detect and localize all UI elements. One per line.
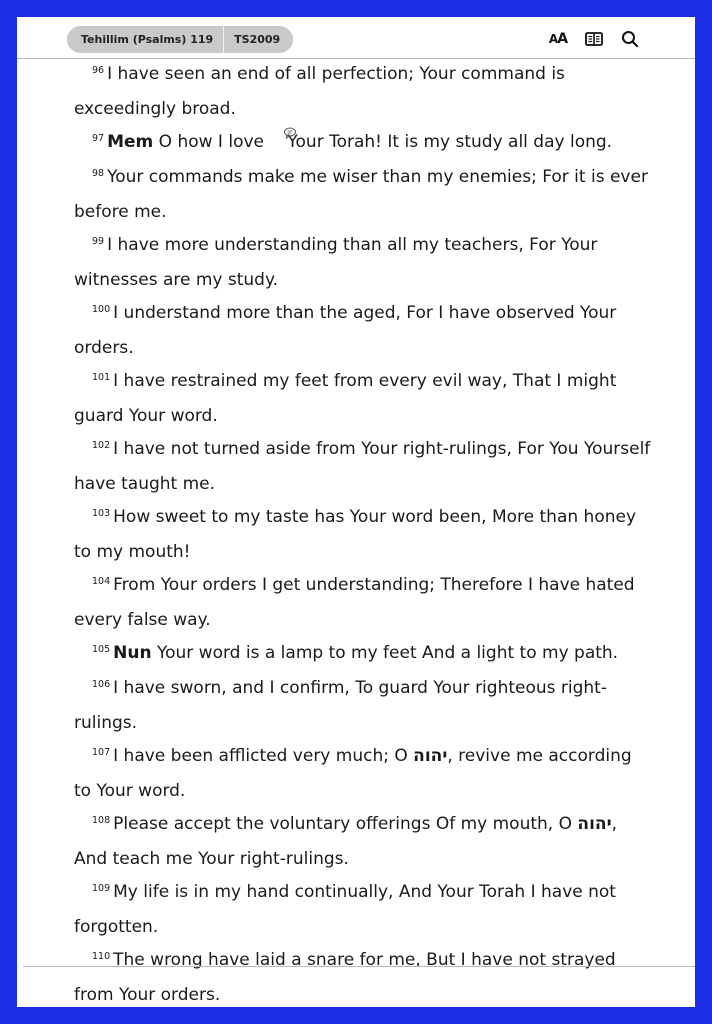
verse-108[interactable] [74,808,654,876]
verse-text: My life is in my hand continually, And Your Torah I have not forgotten. [74,882,616,937]
footnote-icon[interactable] [265,118,279,130]
verse-text: How sweet to my taste has Your word been, More than honey to my mouth! [74,507,637,562]
verse-text: , revive me according to Your word. [74,746,632,801]
verse-number: 97 [92,133,105,144]
hebrew-letter-heading: Nun [113,643,152,663]
hebrew-letter-heading: Mem [107,132,154,152]
verse-number: 105 [92,644,111,655]
verse-text: Please accept the voluntary offerings Of my mouth, O [113,814,578,834]
verse-number: 103 [92,508,111,519]
verse-text: I have more understanding than all my teachers, For Your witnesses are my study. [74,235,598,290]
verse-text: O how I love [153,132,264,152]
text-size-icon[interactable] [547,29,569,49]
verse-number: 102 [92,440,111,451]
verse-text: I have not turned aside from Your right-rulings, For You Yourself have taught me. [74,439,651,494]
bottom-divider [23,966,695,967]
verse-number: 98 [92,168,105,179]
aa-big-glyph: A [557,31,568,47]
reader-window [17,17,695,1007]
verse-97[interactable] [74,126,654,161]
verse-text: Your Torah! It is my study all day long. [282,132,613,152]
verse-100[interactable] [74,297,654,365]
translation-button[interactable]: TS2009 [223,26,293,53]
verse-107[interactable] [74,740,654,808]
verse-number: 100 [92,304,111,315]
verse-text: I have seen an end of all perfection; Your command is exceedingly broad. [74,64,565,119]
verse-105[interactable] [74,637,654,672]
aa-small-glyph: A [548,32,558,46]
verse-number: 108 [92,815,111,826]
verse-96[interactable] [74,58,654,126]
verse-number: 106 [92,679,111,690]
verse-text: From Your orders I get understanding; Therefore I have hated every false way. [74,575,635,630]
verse-text: I have been afflicted very much; O [113,746,414,766]
verse-98[interactable] [74,161,654,229]
verse-number: 99 [92,236,105,247]
verse-text: I understand more than the aged, For I have observed Your orders. [74,303,617,358]
location-pill [67,26,293,53]
book-chapter-button[interactable]: Tehillim (Psalms) 119 [81,33,214,46]
verse-text: I have restrained my feet from every evil way, That I might guard Your word. [74,371,617,426]
verse-number: 104 [92,576,111,587]
verse-number: 101 [92,372,111,383]
verse-text: , And teach me Your right-rulings. [74,814,617,869]
chapter-text [74,58,654,1007]
divine-name: יהוה [577,814,612,834]
verse-text: Your word is a lamp to my feet And a light to my path. [151,643,619,663]
verse-text: Your commands make me wiser than my enemies; For it is ever before me. [74,167,648,222]
verse-101[interactable] [74,365,654,433]
verse-number: 110 [92,951,111,962]
divine-name: יהוה [413,746,448,766]
verse-103[interactable] [74,501,654,569]
verse-number: 107 [92,747,111,758]
toolbar [547,29,641,49]
verse-110[interactable] [74,944,654,1007]
verse-106[interactable] [74,672,654,740]
verse-102[interactable] [74,433,654,501]
verse-text: I have sworn, and I confirm, To guard Your righteous right-rulings. [74,678,607,733]
verse-text: The wrong have laid a snare for me, But I have not strayed from Your orders. [74,950,616,1005]
verse-104[interactable] [74,569,654,637]
verse-99[interactable] [74,229,654,297]
top-bar [17,17,695,59]
search-icon[interactable] [619,29,641,49]
verse-number: 109 [92,883,111,894]
verse-109[interactable] [74,876,654,944]
book-icon[interactable] [583,29,605,49]
verse-number: 96 [92,65,105,76]
